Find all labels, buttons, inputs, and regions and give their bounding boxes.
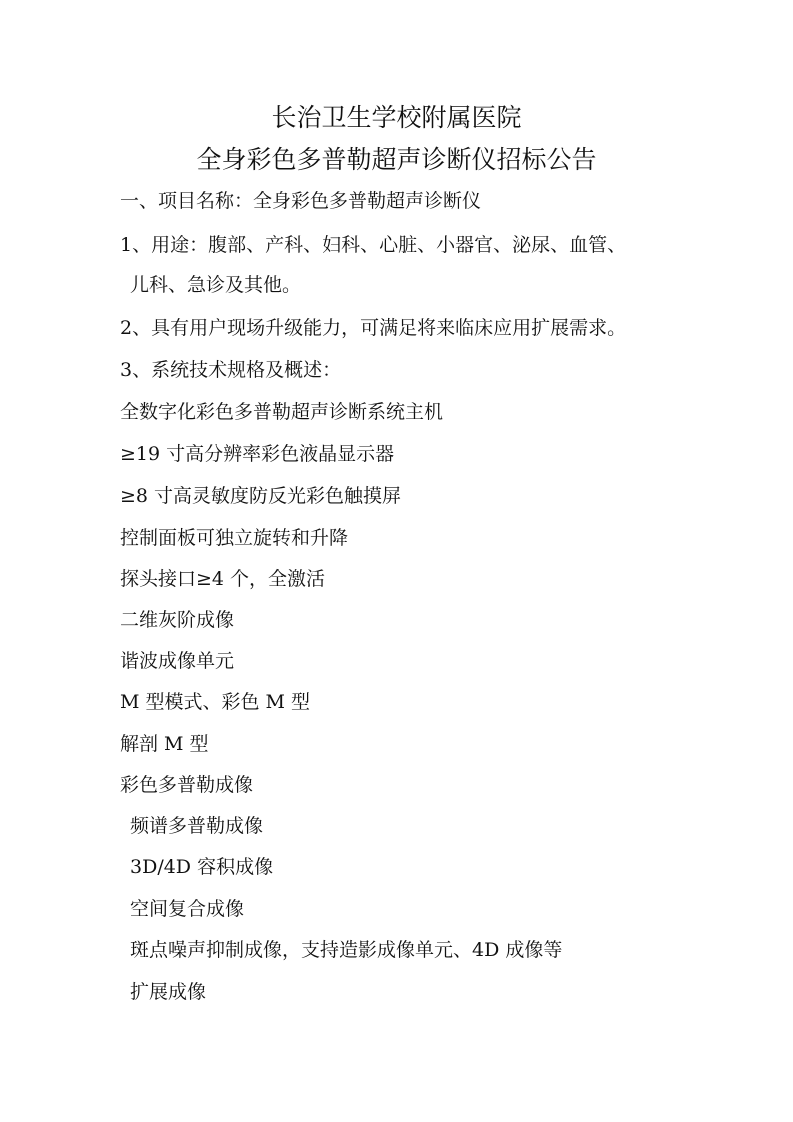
spec-item: 全数字化彩色多普勒超声诊断系统主机 [120, 401, 444, 423]
spec-item: 解剖 M 型 [120, 733, 209, 755]
spec-item: ≥8 寸高灵敏度防反光彩色触摸屏 [120, 485, 402, 507]
document-subtitle: 全身彩色多普勒超声诊断仪招标公告 [196, 145, 597, 174]
spec-subitem: 频谱多普勒成像 [130, 815, 264, 837]
spec-subitem: 空间复合成像 [130, 898, 245, 920]
spec-item: 控制面板可独立旋转和升降 [120, 527, 349, 549]
spec-subitem: 斑点噪声抑制成像，支持造影成像单元、4D 成像等 [130, 939, 563, 961]
project-name-line: 一、项目名称：全身彩色多普勒超声诊断仪 [120, 190, 482, 212]
spec-subitem: 扩展成像 [130, 981, 207, 1003]
spec-item: ≥19 寸高分辨率彩色液晶显示器 [120, 443, 395, 465]
spec-subitem: 3D/4D 容积成像 [130, 856, 274, 878]
spec-item: 探头接口≥4 个，全激活 [120, 568, 326, 590]
spec-item: 彩色多普勒成像 [120, 774, 254, 796]
usage-line: 1、用途：腹部、产科、妇科、心脏、小器官、泌尿、血管、 [120, 234, 627, 256]
spec-item: 二维灰阶成像 [120, 609, 235, 631]
usage-line-continued: 儿科、急诊及其他。 [130, 274, 302, 296]
spec-heading-line: 3、系统技术规格及概述： [120, 359, 342, 381]
spec-item: M 型模式、彩色 M 型 [120, 691, 311, 713]
upgrade-capability-line: 2、具有用户现场升级能力，可满足将来临床应用扩展需求。 [120, 317, 627, 339]
spec-item: 谐波成像单元 [120, 650, 235, 672]
document-title: 长治卫生学校附属医院 [271, 103, 522, 132]
